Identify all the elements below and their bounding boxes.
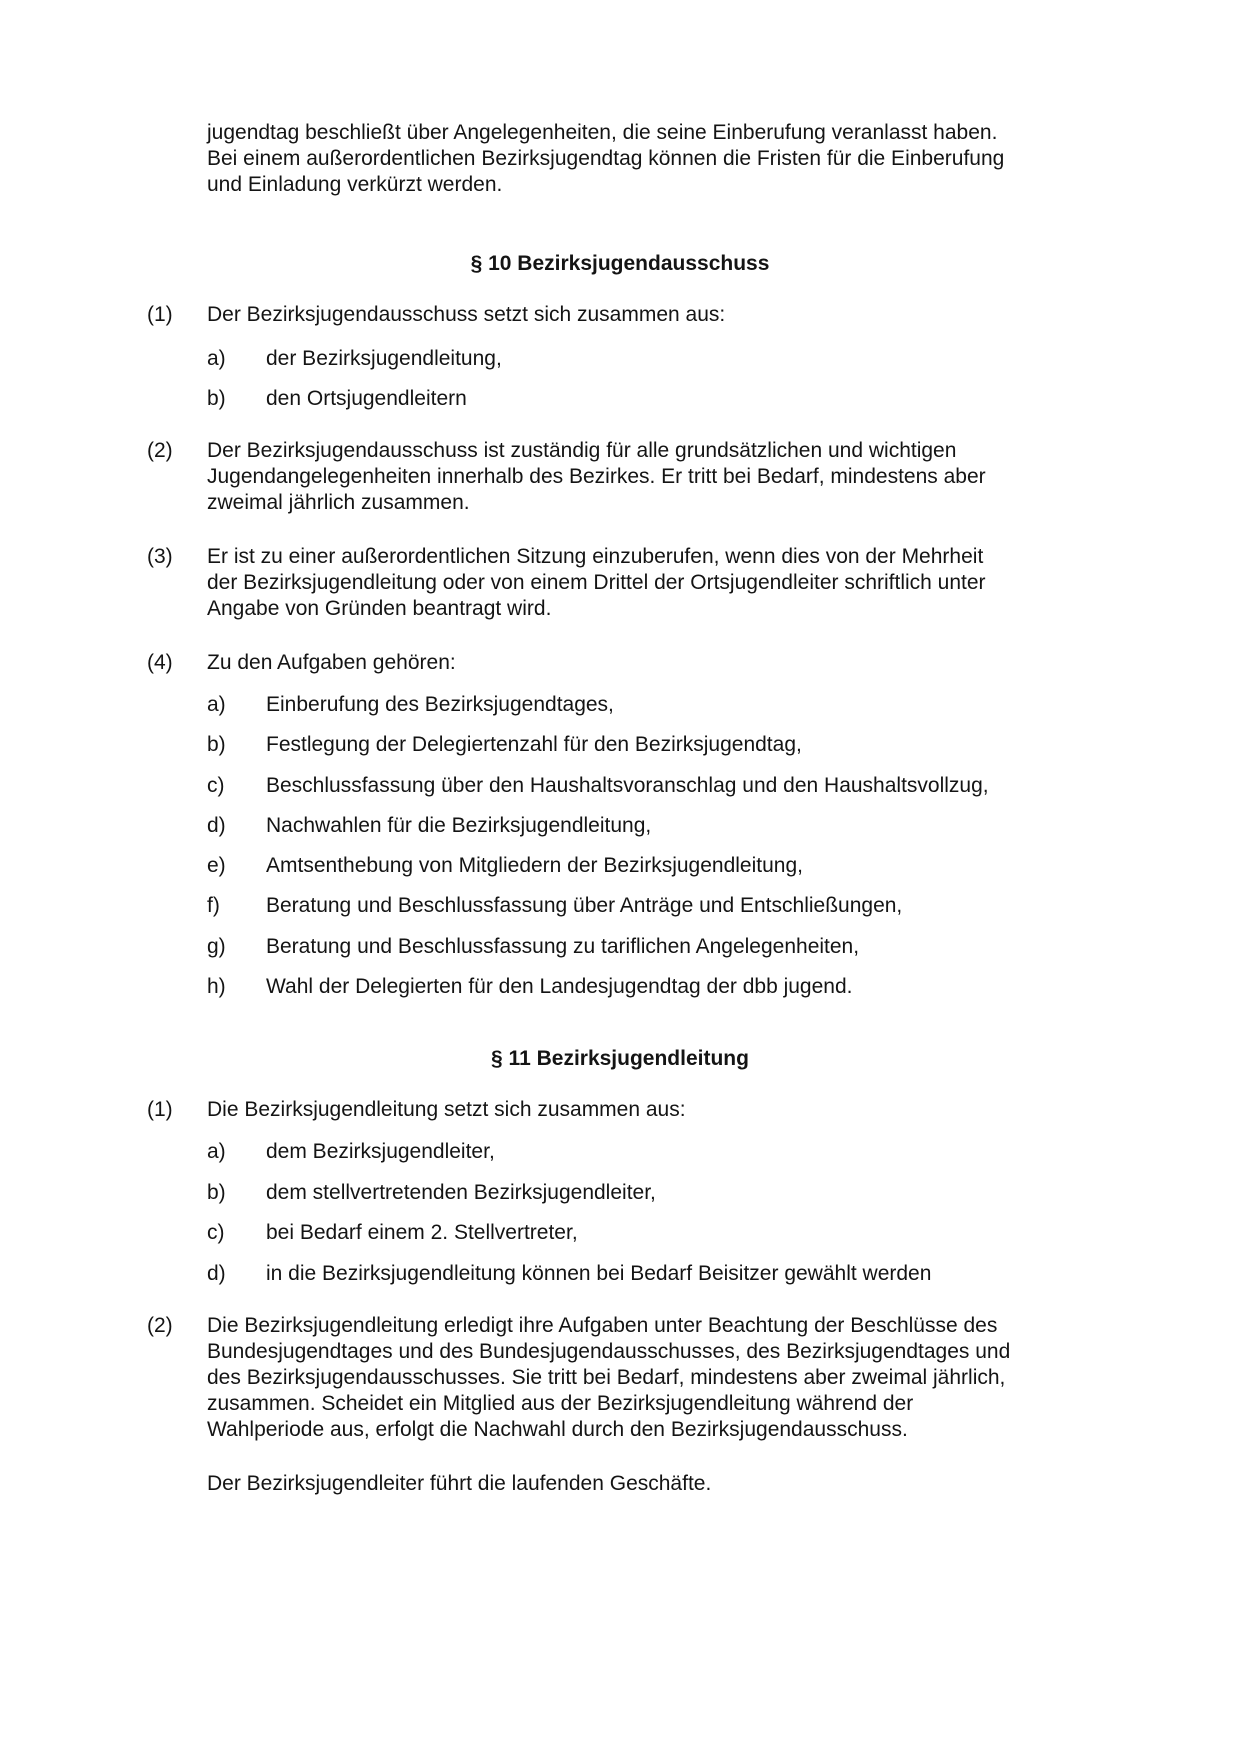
list-item-text: Beratung und Beschlussfassung zu tariflichen Angelegenheiten, (266, 935, 860, 958)
section-11-heading: § 11 Bezirksjugendleitung (491, 1047, 749, 1070)
closing-sentence: Der Bezirksjugendleiter führt die laufenden Geschäfte. (207, 1472, 712, 1495)
intro-line: und Einladung verkürzt werden. (207, 173, 503, 196)
paragraph-line: Er ist zu einer außerordentlichen Sitzung einzuberufen, wenn dies von der Mehrheit (207, 545, 984, 568)
list-item-letter: e) (207, 854, 226, 877)
list-item-text: in die Bezirksjugendleitung können bei Bedarf Beisitzer gewählt werden (266, 1262, 932, 1285)
paragraph-line: zusammen. Scheidet ein Mitglied aus der Bezirksjugendleitung während der (207, 1392, 914, 1415)
intro-paragraph (207, 120, 1107, 198)
paragraph-number: (2) (147, 439, 173, 462)
list-item-letter: a) (207, 693, 226, 716)
list-item-letter: b) (207, 387, 226, 410)
paragraph-number: (1) (147, 1098, 173, 1121)
paragraph-number: (1) (147, 303, 173, 326)
list-item-letter: d) (207, 1262, 226, 1285)
paragraph-text (207, 438, 1107, 516)
list-item-text: bei Bedarf einem 2. Stellvertreter, (266, 1221, 578, 1244)
list-item-letter: c) (207, 1221, 225, 1244)
paragraph-text (207, 544, 1107, 622)
paragraph-number: (4) (147, 651, 173, 674)
list-item-text: Amtsenthebung von Mitgliedern der Bezirksjugendleitung, (266, 854, 803, 877)
list-item-text: Einberufung des Bezirksjugendtages, (266, 693, 614, 716)
list-item-text: Festlegung der Delegiertenzahl für den Bezirksjugendtag, (266, 733, 802, 756)
list-item-letter: b) (207, 733, 226, 756)
paragraph-line: Jugendangelegenheiten innerhalb des Bezirkes. Er tritt bei Bedarf, mindestens aber (207, 465, 986, 488)
paragraph-number: (3) (147, 545, 173, 568)
paragraph-line: Angabe von Gründen beantragt wird. (207, 597, 552, 620)
paragraph-text: Die Bezirksjugendleitung setzt sich zusammen aus: (207, 1098, 686, 1121)
list-item-text: dem stellvertretenden Bezirksjugendleiter, (266, 1181, 656, 1204)
list-item-letter: g) (207, 935, 226, 958)
paragraph-line: Bundesjugendtages und des Bundesjugendausschusses, des Bezirksjugendtages und (207, 1340, 1011, 1363)
list-item-text: den Ortsjugendleitern (266, 387, 467, 410)
paragraph-text: Zu den Aufgaben gehören: (207, 651, 456, 674)
section-10-heading: § 10 Bezirksjugendausschuss (470, 252, 770, 275)
paragraph-line: des Bezirksjugendausschusses. Sie tritt bei Bedarf, mindestens aber zweimal jährlich, (207, 1366, 1006, 1389)
list-item-text: Nachwahlen für die Bezirksjugendleitung, (266, 814, 652, 837)
paragraph-text (207, 1313, 1107, 1443)
paragraph-text: Der Bezirksjugendausschuss setzt sich zusammen aus: (207, 303, 726, 326)
list-item-text: Beratung und Beschlussfassung über Anträge und Entschließungen, (266, 894, 903, 917)
paragraph-line: Wahlperiode aus, erfolgt die Nachwahl durch den Bezirksjugendausschuss. (207, 1418, 908, 1441)
paragraph-line: Der Bezirksjugendausschuss ist zuständig für alle grundsätzlichen und wichtigen (207, 439, 957, 462)
list-item-letter: f) (207, 894, 220, 917)
list-item-letter: a) (207, 1140, 226, 1163)
intro-line: jugendtag beschließt über Angelegenheiten, die seine Einberufung veranlasst haben. (207, 121, 998, 144)
list-item-text: Beschlussfassung über den Haushaltsvoranschlag und den Haushaltsvollzug, (266, 774, 989, 797)
list-item-text: dem Bezirksjugendleiter, (266, 1140, 495, 1163)
paragraph-line: Die Bezirksjugendleitung erledigt ihre Aufgaben unter Beachtung der Beschlüsse des (207, 1314, 998, 1337)
paragraph-line: der Bezirksjugendleitung oder von einem Drittel der Ortsjugendleiter schriftlich unter (207, 571, 986, 594)
intro-line: Bei einem außerordentlichen Bezirksjugendtag können die Fristen für die Einberufung (207, 147, 1005, 170)
list-item-text: Wahl der Delegierten für den Landesjugendtag der dbb jugend. (266, 975, 853, 998)
list-item-text: der Bezirksjugendleitung, (266, 347, 502, 370)
paragraph-number: (2) (147, 1314, 173, 1337)
list-item-letter: c) (207, 774, 225, 797)
list-item-letter: h) (207, 975, 226, 998)
list-item-letter: d) (207, 814, 226, 837)
paragraph-line: zweimal jährlich zusammen. (207, 491, 470, 514)
list-item-letter: a) (207, 347, 226, 370)
list-item-letter: b) (207, 1181, 226, 1204)
